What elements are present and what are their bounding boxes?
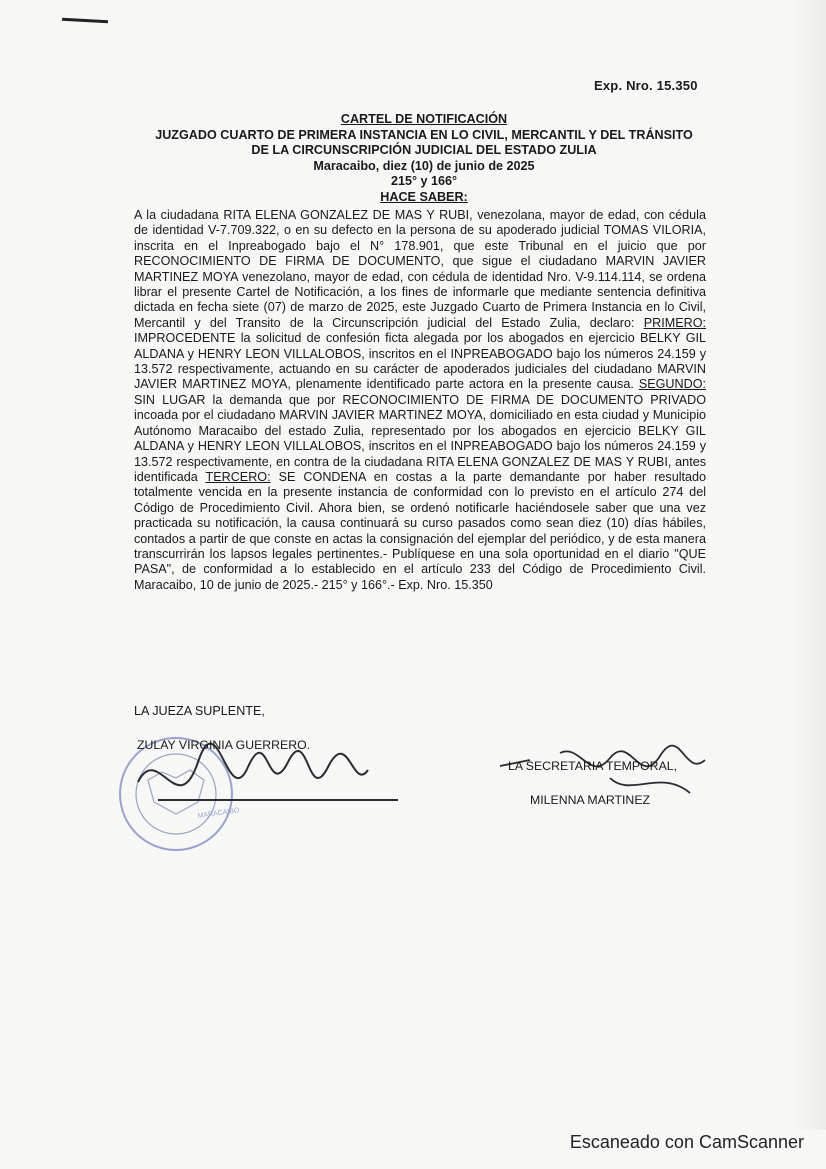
- tercero-label: TERCERO:: [205, 469, 271, 484]
- document-header: [118, 112, 730, 206]
- court-name-line-2: DE LA CIRCUNSCRIPCIÓN JUDICIAL DEL ESTADO ZULIA: [251, 143, 597, 158]
- jueza-name: ZULAY VIRGINIA GUERRERO.: [137, 738, 311, 752]
- notice-body: [134, 208, 706, 593]
- segundo-label: SEGUNDO:: [638, 377, 706, 392]
- hace-saber-heading: HACE SABER:: [380, 189, 468, 204]
- years-line: 215° y 166°: [390, 174, 458, 189]
- camscanner-watermark: Escaneado con CamScanner: [569, 1132, 804, 1152]
- pen-mark: [62, 18, 108, 23]
- body-text-part-3: SIN LUGAR la demanda que por RECONOCIMIENTO DE FIRMA DE DOCUMENTO PRIVADO incoada por el ciudadano MARVIN JAVIER MARTINEZ MOYA, domiciliado en esta ciudad y Municipio Autónomo Maracaibo del estado Zulia, representado por los abogados en ejercicio BELKY GIL ALDANA y HENRY LEON VILLALOBOS, inscritos en el INPREABOGADO bajo los números 24.159 y 13.572 respectivamente, en contra de la ciudadana RITA ELENA GONZALEZ DE MAS Y RUBI, antes identificada: [134, 392, 706, 484]
- body-text-part-4: SE CONDENA en costas a la parte demandante por haber resultado totalmente vencida en la presente instancia de conformidad con lo previsto en el artículo 274 del Código de Procedimiento Civil. Ahora bien, se ordenó notificarle haciéndosele saber que una vez practicada su notificación, la causa continuará su curso pasados como sean diez (10) días hábiles, contados a partir de que conste en actas la consignación del ejemplar del periódico, y de esta manera transcurrirán los lapsos legales pertinentes.- Publíquese en una sola oportunidad en el diario "QUE PASA", de conformidad a lo establecido en el artículo 233 del Código de Procedimiento Civil. Maracaibo, 10 de junio de 2025.- 215° y 166°.- Exp. Nro. 15.350: [134, 469, 707, 592]
- jueza-signature: [138, 744, 398, 800]
- jueza-title: LA JUEZA SUPLENTE,: [134, 704, 265, 718]
- svg-text:MARACAIBO: MARACAIBO: [197, 807, 240, 820]
- court-name-line-1: JUZGADO CUARTO DE PRIMERA INSTANCIA EN LO CIVIL, MERCANTIL Y DEL TRÁNSITO: [155, 127, 693, 142]
- body-text-part-1: A la ciudadana RITA ELENA GONZALEZ DE MAS Y RUBI, venezolana, mayor de edad, con cédula de identidad V-7.709.322, o en su defecto en la persona de su apoderado judicial TOMAS VILORIA, inscrita en el Inpreabogado bajo el N° 178.901, que este Tribunal en el juicio que por RECONOCIMIENTO DE FIRMA DE DOCUMENTO, que sigue el ciudadano MARVIN JAVIER MARTINEZ MOYA venezolano, mayor de edad, con cédula de identidad Nro. V-9.114.114, se ordena librar el presente Cartel de Notificación, a los fines de informarle que mediante sentencia definitiva dictada en fecha siete (07) de marzo de 2025, este Juzgado Cuarto de Primera Instancia en lo Civil, Mercantil y del Transito de la Circunscripción judicial del Estado Zulia, declaro:: [134, 208, 706, 330]
- court-seal-stamp: [120, 738, 240, 850]
- document-date: Maracaibo, diez (10) de junio de 2025: [313, 158, 535, 173]
- secretaria-signature: [490, 738, 720, 828]
- notice-paragraph: [134, 208, 706, 593]
- notice-title: CARTEL DE NOTIFICACIÓN: [340, 112, 508, 126]
- body-text-part-2: IMPROCEDENTE la solicitud de confesión ficta alegada por los abogados en ejercicio BELKY GIL ALDANA y HENRY LEON VILLALOBOS, inscritos en el INPREABOGADO bajo los números 24.159 y 13.572 respectivamente, actuando en su carácter de apoderados judiciales del ciudadano MARVIN JAVIER MARTINEZ MOYA, plenamente identificado parte actora en la presente causa.: [134, 331, 706, 392]
- secretaria-title: LA SECRETARIA TEMPORAL,: [508, 759, 678, 773]
- primero-label: PRIMERO:: [643, 315, 706, 330]
- expediente-number: Exp. Nro. 15.350: [594, 78, 698, 93]
- page-shadow-edge: [792, 0, 826, 1130]
- secretaria-name: MILENNA MARTINEZ: [530, 793, 651, 807]
